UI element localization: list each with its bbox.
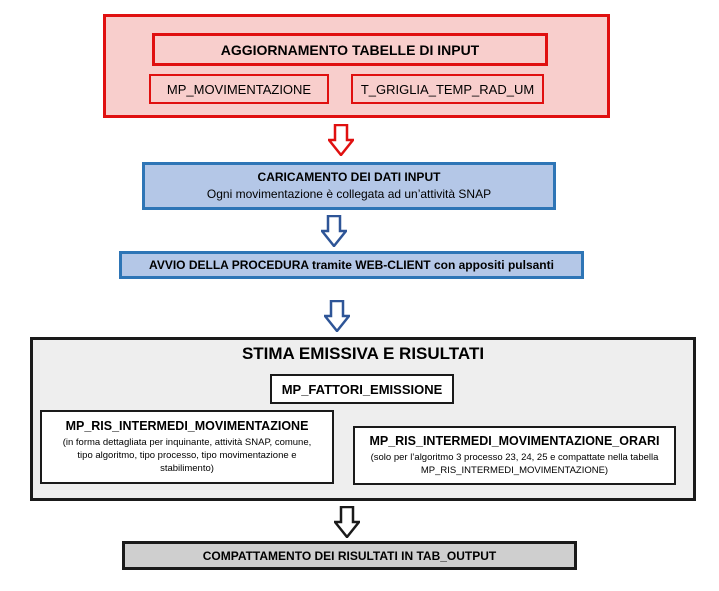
ris-intermedi-title: MP_RIS_INTERMEDI_MOVIMENTAZIONE (65, 419, 309, 433)
emission-results-title: STIMA EMISSIVA E RISULTATI (241, 344, 485, 363)
load-input-data-subtitle: Ogni movimentazione è collegata ad un’attività SNAP (206, 187, 492, 201)
ris-intermedi-description: (in forma dettagliata per inquinante, attività SNAP, comune, tipo algoritmo, tipo processo, tipo movimentazione e stabilimento) (62, 437, 312, 474)
table-mp-fattori-emissione: MP_FATTORI_EMISSIONE (270, 374, 454, 404)
ris-intermedi-orari-description: (solo per l’algoritmo 3 processo 23, 24, 25 e compattate nella tabella MP_RIS_INTERMEDI_MOVIMENTAZIONE) (370, 452, 659, 476)
table-t-griglia-temp-rad-um: T_GRIGLIA_TEMP_RAD_UM (351, 74, 544, 104)
arrow-down-black-icon (334, 506, 360, 538)
load-input-data-title: CARICAMENTO DEI DATI INPUT (257, 170, 441, 184)
load-input-data-box (142, 162, 556, 210)
table-mp-ris-intermedi-movimentazione (40, 410, 334, 484)
arrow-down-blue-icon (324, 300, 350, 332)
arrow-down-blue-icon (321, 215, 347, 247)
input-tables-title: AGGIORNAMENTO TABELLE DI INPUT (152, 33, 548, 66)
arrow-down-red-icon (328, 124, 354, 156)
procedure-start-box: AVVIO DELLA PROCEDURA tramite WEB-CLIENT con appositi pulsanti (119, 251, 584, 279)
ris-intermedi-orari-title: MP_RIS_INTERMEDI_MOVIMENTAZIONE_ORARI (369, 434, 660, 448)
table-mp-movimentazione: MP_MOVIMENTAZIONE (149, 74, 329, 104)
table-mp-ris-intermedi-movimentazione-orari (353, 426, 676, 485)
output-compaction-box: COMPATTAMENTO DEI RISULTATI IN TAB_OUTPUT (122, 541, 577, 570)
